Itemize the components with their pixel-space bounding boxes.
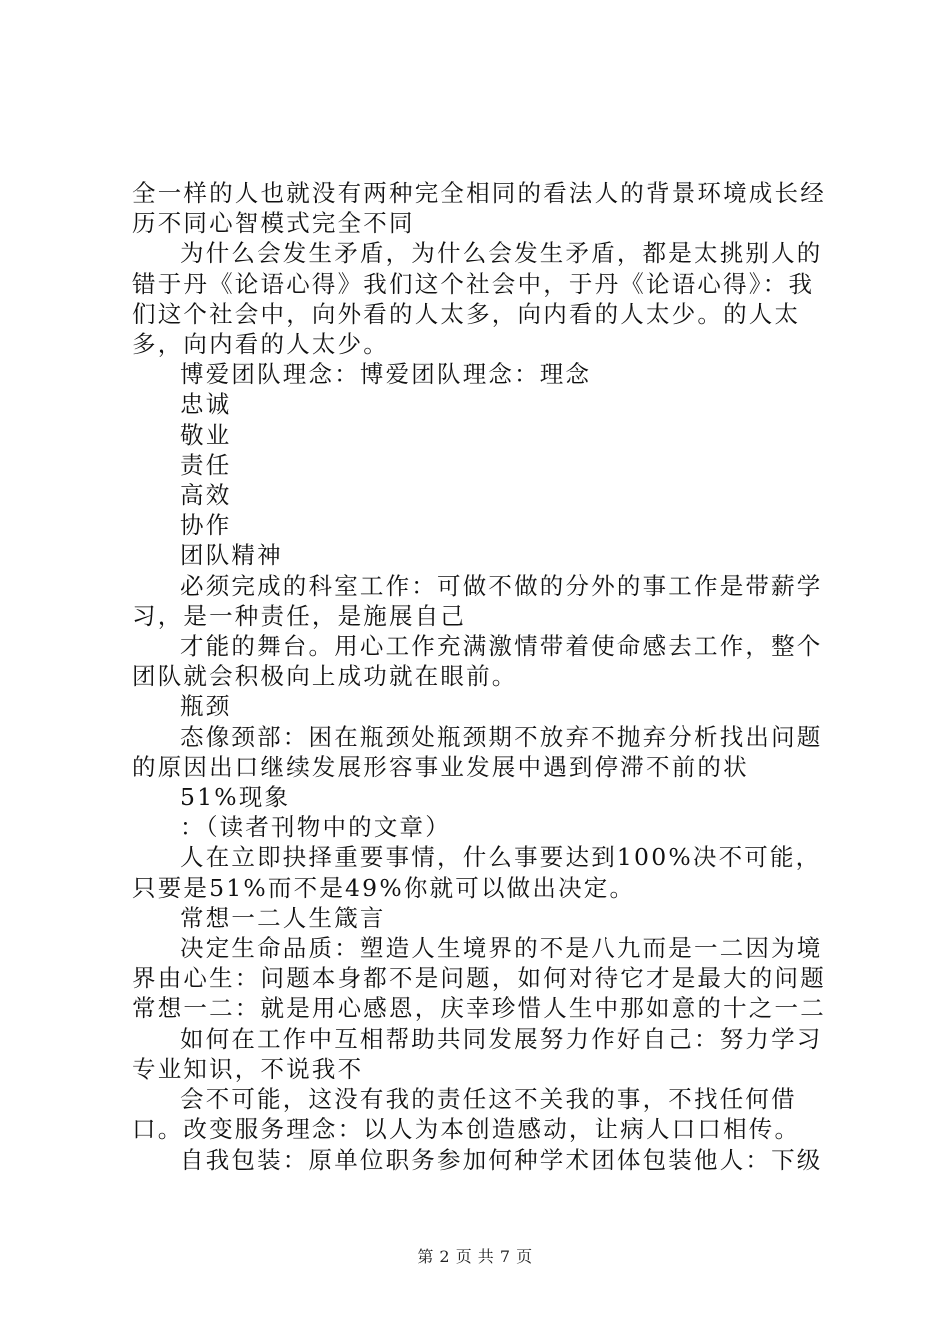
paragraph-12: 瓶颈 [180, 692, 232, 721]
paragraph-13: 态像颈部：困在瓶颈处瓶颈期不放弃不抛弃分析找出问题的原因出口继续发展形容事业发展中遇到停滞不前的状 [132, 722, 823, 781]
paragraph-21: 自我包装：原单位职务参加何种学术团体包装他人：下级 [180, 1145, 823, 1174]
paragraph-18: 决定生命品质：塑造人生境界的不是八九而是一二因为境界由心生：问题本身都不是问题，如何对待它才是最大的问题常想一二：就是用心感恩，庆幸珍惜人生中那如意的十之一二 [132, 934, 826, 1023]
paragraph-7: 高效 [180, 481, 232, 510]
paragraph-4: 忠诚 [180, 390, 232, 419]
paragraph-9: 团队精神 [180, 541, 283, 570]
paragraph-11: 才能的舞台。用心工作充满激情带着使命感去工作，整个团队就会积极向上成功就在眼前。 [132, 632, 823, 691]
paragraph-19: 如何在工作中互相帮助共同发展努力作好自己：努力学习专业知识，不说我不 [132, 1024, 823, 1083]
paragraph-3: 博爱团队理念：博爱团队理念：理念 [180, 360, 592, 389]
paragraph-6: 责任 [180, 450, 232, 479]
paragraph-16: 人在立即抉择重要事情，什么事要达到100%决不可能，只要是51%而不是49%你就可以做出决定。 [132, 843, 822, 902]
paragraph-14: 51%现象 [180, 783, 291, 812]
paragraph-1: 全一样的人也就没有两种完全相同的看法人的背景环境成长经历不同心智模式完全不同 [132, 179, 826, 238]
paragraph-15: ：（读者刊物中的文章） [180, 813, 451, 842]
paragraph-17: 常想一二人生箴言 [180, 903, 386, 932]
paragraph-8: 协作 [180, 511, 232, 540]
page-number-footer: 第 2 页 共 7 页 [417, 1247, 533, 1266]
paragraph-20: 会不可能，这没有我的责任这不关我的事，不找任何借口。改变服务理念：以人为本创造感动，让病人口口相传。 [132, 1085, 801, 1144]
paragraph-10: 必须完成的科室工作：可做不做的分外的事工作是带薪学习，是一种责任，是施展自己 [132, 571, 823, 630]
paragraph-5: 敬业 [180, 420, 232, 449]
paragraph-2: 为什么会发生矛盾，为什么会发生矛盾，都是太挑别人的错于丹《论语心得》我们这个社会中，于丹《论语心得》：我们这个社会中，向外看的人太多，向内看的人太少。的人太多，向内看的人太少。 [132, 239, 823, 359]
document-body [132, 178, 832, 1175]
